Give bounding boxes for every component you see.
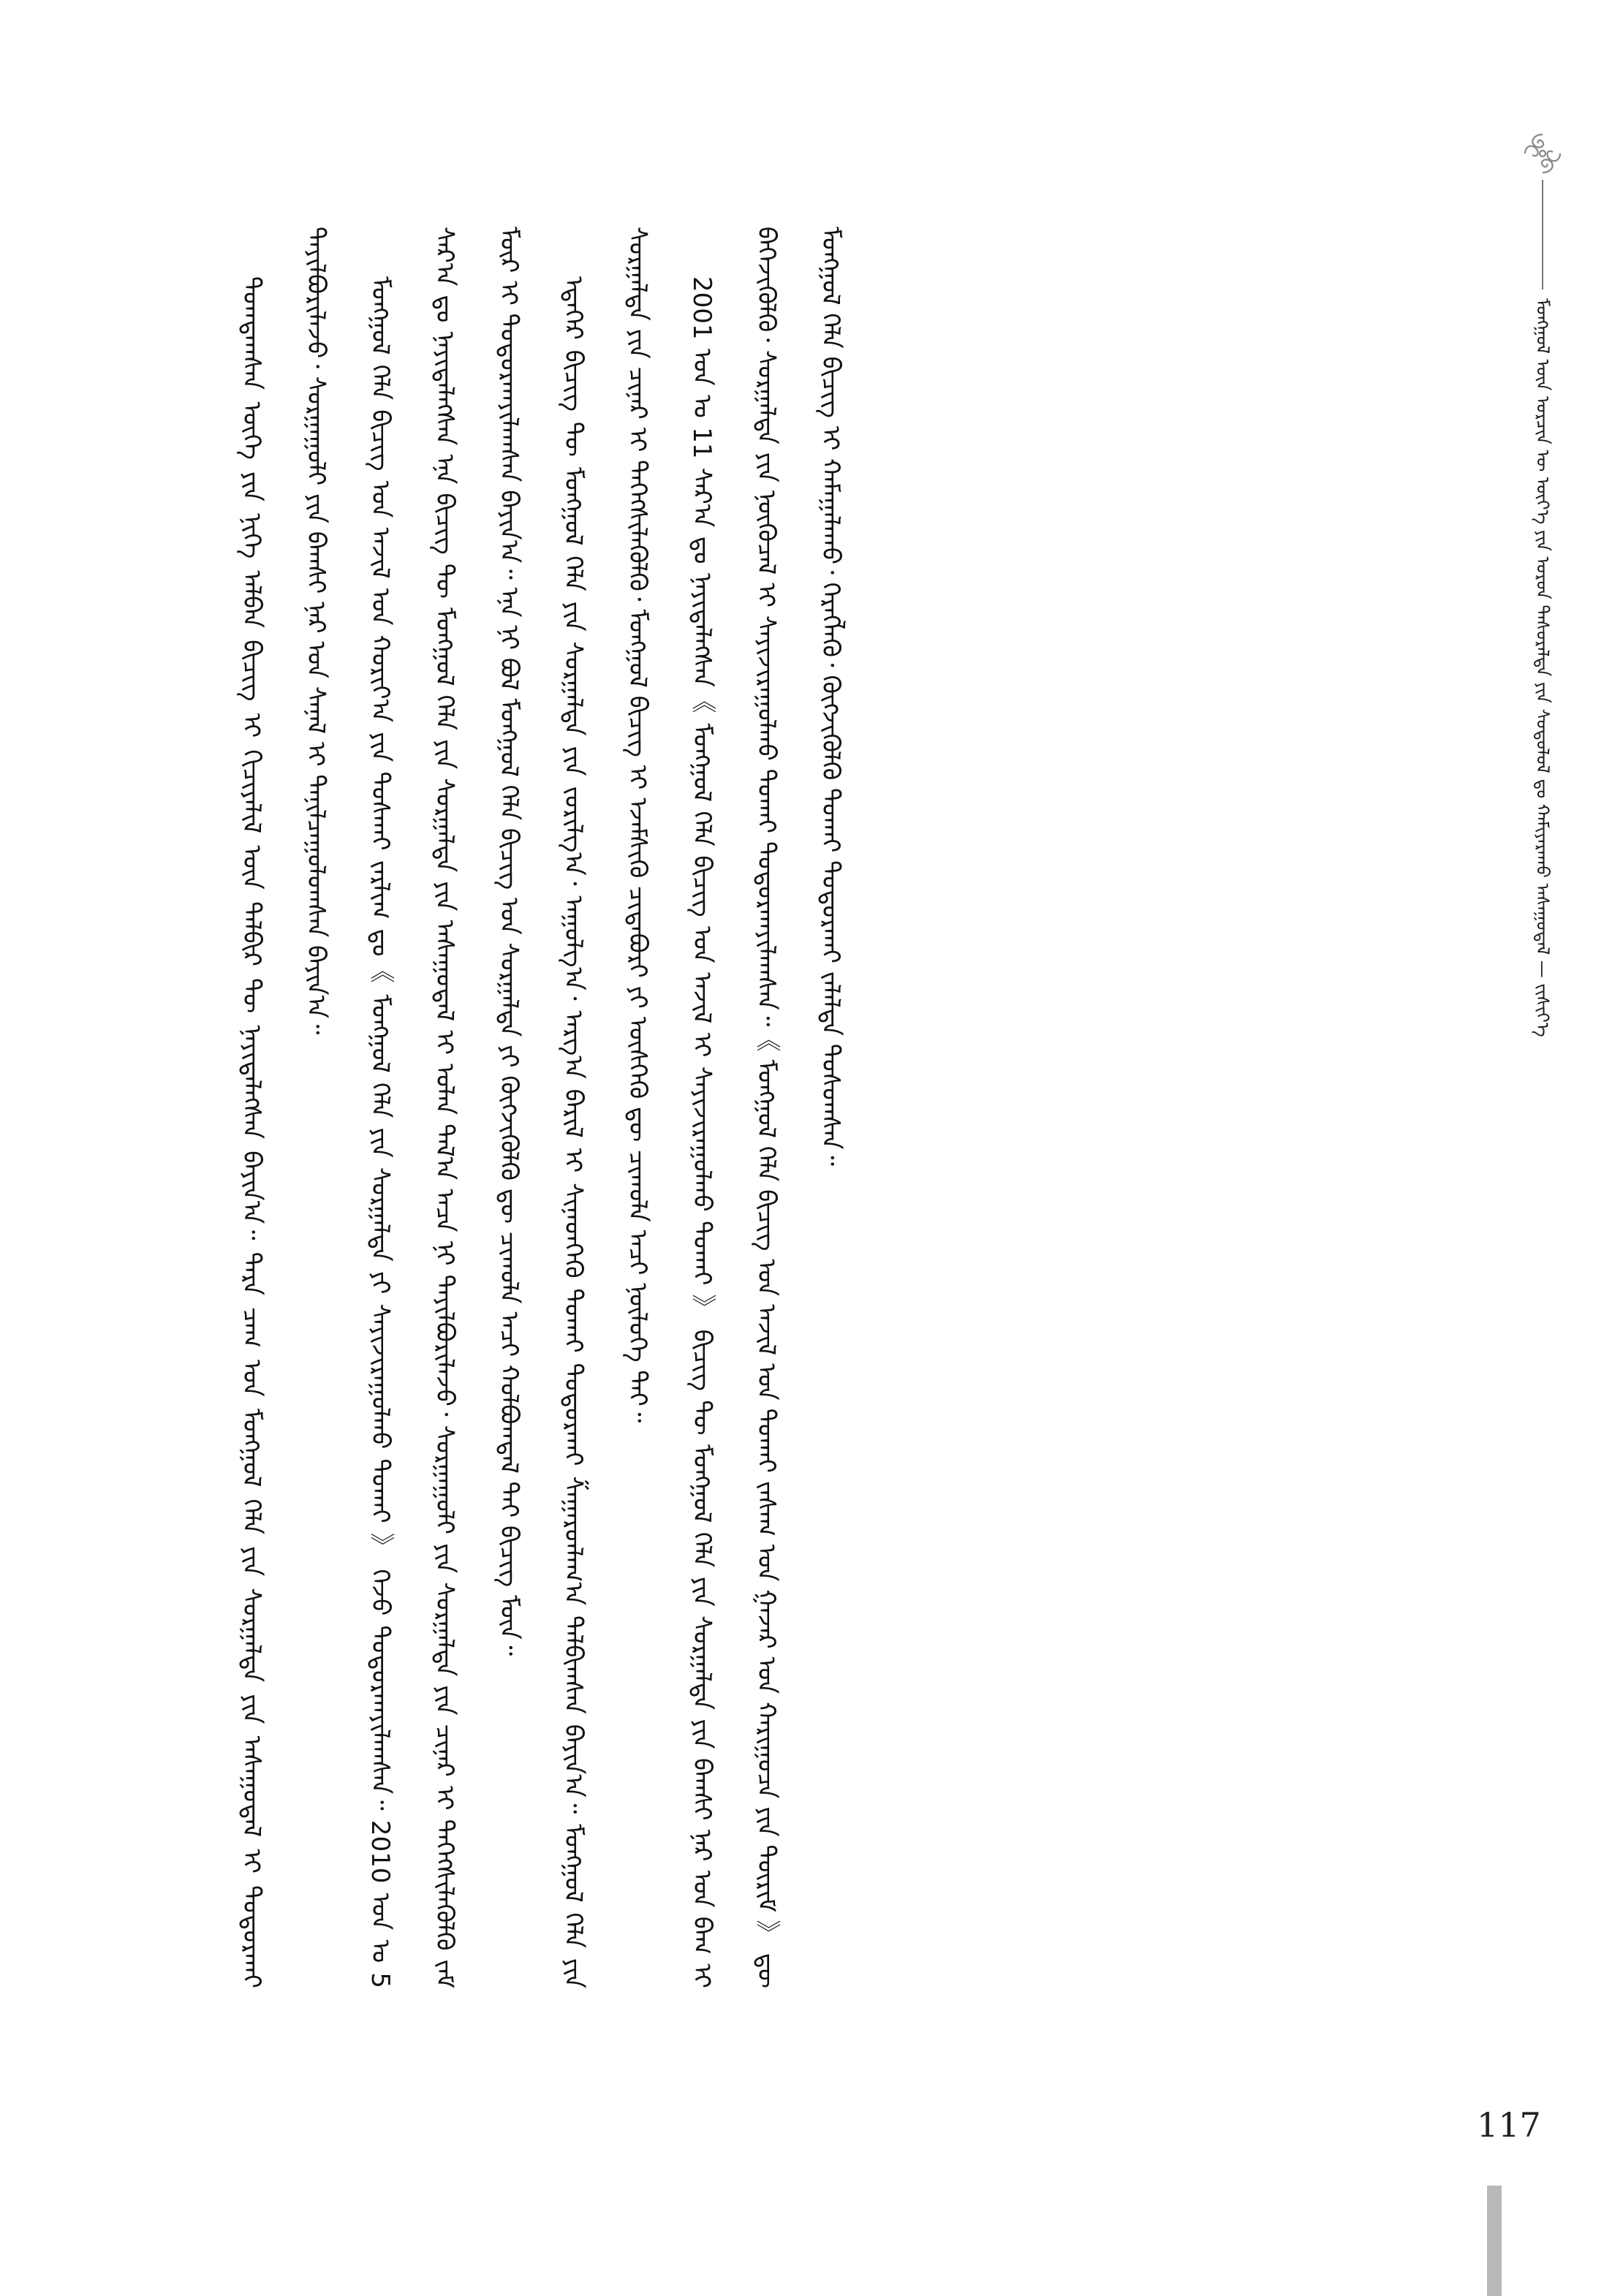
running-head-rule — [1542, 180, 1543, 289]
paragraph: 2001 ᠣᠨ ᠤ 11 ᠰᠠᠷ᠎ᠠ ᠳᠤ ᠨᠡᠶᠢᠲᠡᠯᠡᠭᠰᠡᠨ《 ᠮᠣᠩᠭᠣᠯ ᠬᠡᠯᠡ ᠪᠢᠴᠢᠭ ᠤᠨ ᠠᠵᠢᠯ ᠢ ᠰᠠᠶᠢᠵᠢᠷᠠᠭᠤᠯᠬᠤ ᠲᠤᠬᠠᠢ 》 ᠪᠢᠴᠢᠭ ᠲᠦ ᠮᠣᠩᠭᠣᠯ ᠬᠡᠯᠡ ᠶᠢᠨ ᠰᠤᠷᠭᠠᠯᠲᠠ ᠶᠢᠨ ᠪᠠᠭᠰᠢ ᠨᠠᠷ ᠤᠨ ᠪᠠᠭ ᠢ ᠪᠡᠬᠡᠵᠢᠭᠦᠯᠬᠦ᠂ ᠰᠤᠷᠭᠠᠯᠲᠠ ᠶᠢᠨ ᠨᠥᠬᠥᠴᠡᠯ ᠢ ᠰᠠᠶᠢᠵᠢᠷᠠᠭᠤᠯᠬᠤ ᠲᠤᠬᠠᠢ ᠲᠣᠳᠣᠷᠬᠠᠶᠢᠯᠠᠭᠰᠠᠨ᠃《 ᠮᠣᠩᠭᠣᠯ ᠬᠡᠯᠡ ᠪᠢᠴᠢᠭ ᠤᠨ ᠠᠵᠢᠯ ᠤᠨ ᠲᠤᠬᠠᠢ ᠵᠠᠰᠠᠭ ᠤᠨ ᠭᠠᠵᠠᠷ ᠤᠨ ᠬᠠᠷᠢᠭᠤᠴᠠ ᠶᠢᠨ ᠳᠦᠷᠢᠮ 》 ᠳᠦ ᠮᠣᠩᠭᠣᠯ ᠬᠡᠯᠡ ᠪᠢᠴᠢᠭ ᠢ ᠬᠠᠮᠠᠭᠠᠯᠠᠬᠤ᠂ ᠬᠡᠷᠡᠭᠯᠡᠬᠦ᠂ ᠬᠥᠭᠵᠢᠭᠦᠯᠬᠦ ᠲᠤᠬᠠᠢ ᠲᠣᠳᠣᠷᠬᠠᠶ ᠵᠠᠯᠠᠯᠲᠠ ᠲᠤᠰᠤᠭᠰᠠᠨ᠃ — [687, 227, 845, 1988]
flourish-ornament-icon — [1521, 132, 1565, 175]
page-edge-bar — [1487, 2186, 1502, 2296]
paragraph: ᠡᠳᠡᠭᠡᠷ ᠪᠢᠴᠢᠭ ᠲᠦ ᠮᠣᠩᠭᠣᠯ ᠬᠡᠯᠡ ᠶᠢᠨ ᠰᠤᠷᠭᠠᠯᠲᠠ ᠶᠢᠨ ᠵᠣᠷᠢᠯᠭ᠎ᠠ᠂ ᠠᠭᠤᠯᠭ᠎ᠠ᠂ ᠠᠷᠭ᠎ᠠ ᠪᠠᠷᠢᠯ ᠢ ᠰᠢᠨᠡᠳᠭᠡᠬᠦ ᠲᠤᠬᠠᠢ ᠲᠣᠳᠣᠷᠬᠠᠶ ᠱᠠᠭᠠᠷᠳᠯᠠᠭ᠎ᠠ ᠲᠠᠯᠪᠢᠭᠰᠠᠨ ᠪᠠᠶᠢᠨ᠎ᠠ᠃ ᠮᠣᠩᠭᠣᠯ ᠬᠡᠯᠡ ᠶᠢᠨ ᠰᠤᠷᠭᠠᠯᠲᠠ ᠶᠢᠨ ᠴᠢᠨᠠᠷ ᠢ ᠳᠡᠭᠡᠭᠰᠢᠯᠡᠭᠦᠯᠬᠦ᠂ ᠮᠣᠩᠭᠣᠯ ᠪᠢᠴᠢᠭ ᠢ ᠡᠵᠡᠮᠰᠢᠬᠦ ᠴᠢᠳᠠᠪᠦᠷᠢ ᠶᠢ ᠥᠰᠬᠡᠬᠦ ᠳᠦ ᠴᠢᠬᠤᠯᠠ ᠠᠴᠢ ᠨᠥᠯᠥᠭᠡ ᠲᠠᠶ᠃ — [559, 227, 652, 1988]
body-text — [219, 227, 1455, 1988]
running-head — [1521, 132, 1565, 1102]
running-head-title: ᠮᠣᠩᠭᠣᠯ ᠦᠨ ᠣᠷᠴᠢᠨ ᠦ ᠦᠶ᠎ᠡ ᠶᠢᠨ ᠤᠷᠤᠨ ᠲᠠᠰᠤᠷᠠᠯᠲᠠ ᠶᠢᠨ ᠰᠤᠳᠤᠯᠤᠯ ᠳᠤ ᠬᠠᠮᠢᠶᠠᠷᠠᠬᠤ ᠠᠰᠠᠭᠤᠳᠠᠯ — ᠵᠢᠰᠢᠶ᠎ᠡ — [1532, 298, 1553, 1037]
page-number: 117 — [1477, 2105, 1541, 2145]
paragraph: ᠮᠣᠩᠭᠣᠯ ᠬᠡᠯᠡ ᠪᠢᠴᠢᠭ ᠤᠨ ᠠᠵᠢᠯ ᠤᠨ ᠬᠣᠷᠢᠶ᠎ᠠ ᠶᠢᠨ ᠲᠤᠰᠬᠠᠢ ᠵᠠᠷᠯᠢᠭ ᠳᠤ《 ᠮᠣᠩᠭᠣᠯ ᠬᠡᠯᠡ ᠶᠢᠨ ᠰᠤᠷᠭᠠᠯᠲᠠ ᠶᠢ ᠰᠠᠶᠢᠵᠢᠷᠠᠭᠤᠯᠬᠤ ᠲᠤᠬᠠᠢ 》 ᠭᠡᠵᠦ ᠲᠣᠳᠣᠷᠬᠠᠶᠢᠯᠠᠭᠰᠠᠨ᠃ 2010 ᠣᠨ ᠤ 5 ᠰᠠᠷ᠎ᠠ ᠳᠤ ᠨᠡᠶᠢᠲᠡᠯᠡᠭᠰᠡᠨ ᠡᠨᠡ ᠪᠢᠴᠢᠭ ᠲᠦ ᠮᠣᠩᠭᠣᠯ ᠬᠡᠯᠡ ᠶᠢᠨ ᠰᠤᠷᠭᠠᠯᠲᠠ ᠶᠢᠨ ᠠᠰᠠᠭᠤᠳᠠᠯ ᠢ ᠣᠯᠠᠨ ᠲᠠᠯ᠎ᠠ ᠠᠴᠠ ᠨᠢ ᠲᠠᠶᠢᠯᠪᠤᠷᠢᠯᠠᠵᠤ᠂ ᠰᠤᠷᠭᠠᠭᠤᠯᠢ ᠶᠢᠨ ᠰᠤᠷᠭᠠᠯᠲᠠ ᠶᠢᠨ ᠴᠢᠨᠠᠷ ᠢ ᠳᠡᠭᠡᠭᠰᠢᠯᠡᠭᠦᠯᠬᠦ ᠵᠠᠮ ᠮᠥᠷ ᠢ ᠲᠣᠳᠣᠷᠬᠠᠶᠢᠯᠠᠭᠰᠠᠨ ᠪᠠᠶᠢᠨ᠎ᠠ᠃ ᠡᠨᠡ ᠨᠢ ᠪᠣᠯ ᠮᠣᠩᠭᠣᠯ ᠬᠡᠯᠡ ᠪᠢᠴᠢᠭ ᠤᠨ ᠰᠤᠷᠭᠠᠯᠲᠠ ᠶᠢ ᠬᠥᠭᠵᠢᠭᠦᠯᠬᠦ ᠳᠦ ᠴᠢᠬᠤᠯᠠ ᠠᠴᠢ ᠬᠣᠯᠪᠣᠭᠳᠠᠯ ᠲᠠᠶ ᠪᠢᠴᠢᠭ ᠮᠥᠨ᠃ — [366, 227, 523, 1988]
paragraph: ᠲᠣᠭᠲᠠᠭᠰᠠᠨ ᠦᠭᠡ ᠶᠢᠨ ᠨᠢᠭᠡ ᠠᠯᠪᠠᠨ ᠪᠢᠴᠢᠭ ᠢ ᠬᠢᠴᠢᠶᠡᠯᠢᠯ ᠦᠨ ᠲᠡᠯᠪᠢᠷ ᠲᠦ ᠨᠡᠶᠢᠲᠡᠯᠡᠭᠰᠡᠨ ᠪᠠᠶᠢᠨ᠎ᠠ᠃ ᠲᠡᠷᠡ ᠴᠠᠭ ᠤᠨ ᠮᠣᠩᠭᠣᠯ ᠬᠡᠯᠡ ᠶᠢᠨ ᠰᠤᠷᠭᠠᠯᠲᠠ ᠶᠢᠨ ᠠᠰᠠᠭᠤᠳᠠᠯ ᠢ ᠲᠣᠳᠣᠷᠬᠠᠶ ᠲᠠᠶᠢᠯᠪᠤᠷᠢᠯᠠᠵᠤ᠂ ᠰᠤᠷᠭᠠᠭᠤᠯᠢ ᠶᠢᠨ ᠪᠠᠭᠰᠢ ᠨᠠᠷ ᠤᠨ ᠰᠠᠨᠠᠯ ᠢ ᠲᠠᠨᠢᠯᠴᠠᠭᠤᠯᠤᠭᠰᠠᠨ ᠪᠠᠶᠢᠨ᠎ᠠ᠃ — [237, 227, 330, 1988]
